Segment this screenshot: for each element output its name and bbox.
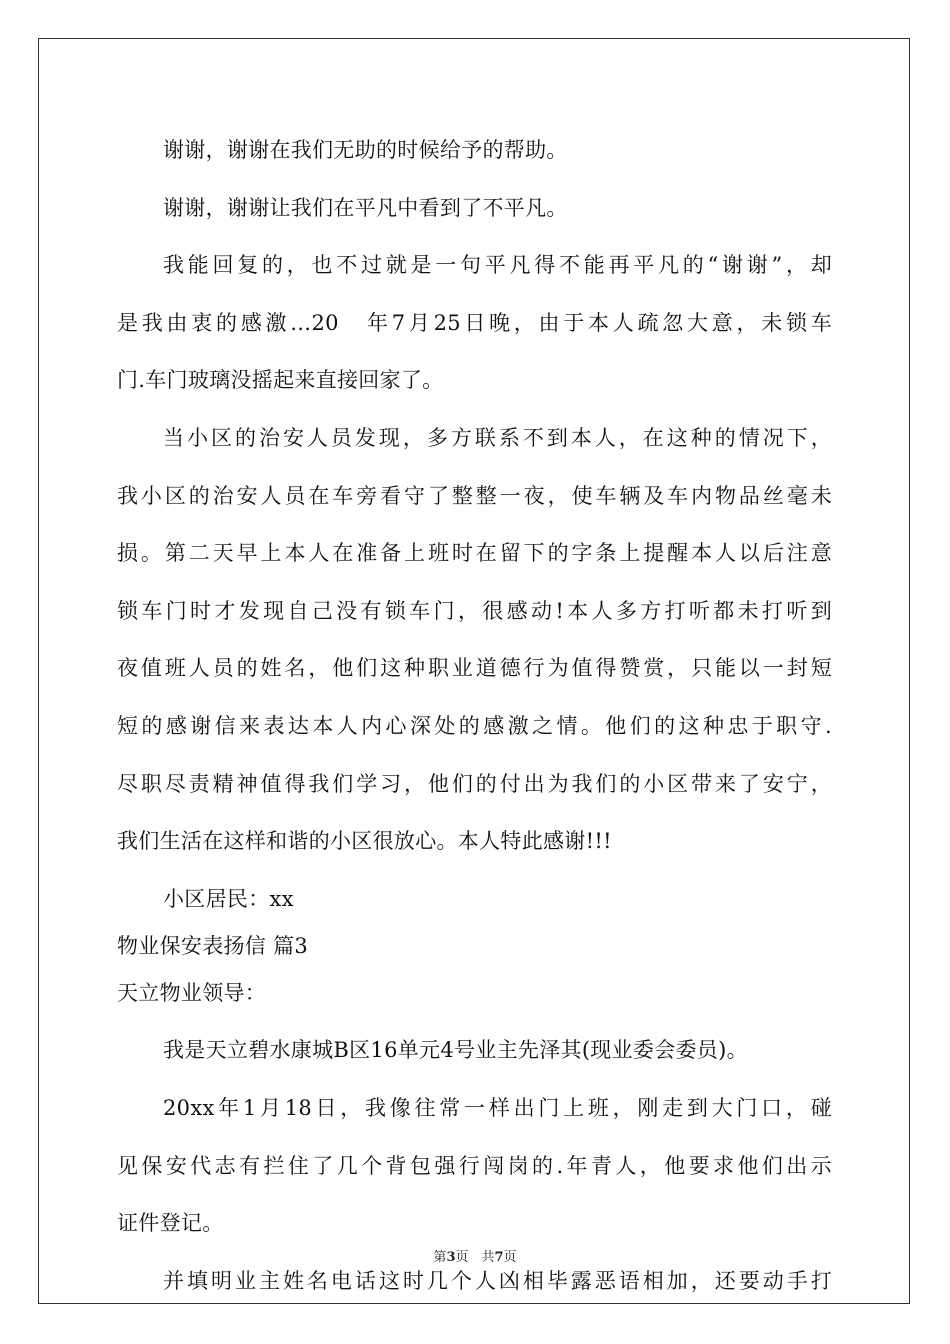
paragraph-line: 20xx年1月18日，我像往常一样出门上班，刚走到大门口，碰 xyxy=(163,1095,832,1120)
document-body xyxy=(117,131,832,1319)
paragraph-line: 我小区的治安人员在车旁看守了整整一夜，使车辆及车内物品丝毫未 xyxy=(117,483,832,508)
paragraph-line: 夜值班人员的姓名，他们这种职业道德行为值得赞赏，只能以一封短 xyxy=(117,656,832,681)
page-current: 3 xyxy=(446,1250,456,1265)
paragraph-line: 我们生活在这样和谐的小区很放心。本人特此感谢!!! xyxy=(117,829,612,854)
paragraph-line: 锁车门时才发现自己没有锁车门，很感动!本人多方打听都未打听到 xyxy=(117,598,832,623)
paragraph-line: 尽职尽责精神值得我们学习，他们的付出为我们的小区带来了安宁， xyxy=(117,771,832,796)
paragraph-line: 我能回复的，也不过就是一句平凡得不能再平凡的“谢谢”，却 xyxy=(163,253,832,278)
paragraph-line: 短的感谢信来表达本人内心深处的感激之情。他们的这种忠于职守. xyxy=(117,713,832,738)
paragraph-line: 见保安代志有拦住了几个背包强行闯岗的.年青人，他要求他们出示 xyxy=(117,1153,832,1178)
page-total: 7 xyxy=(494,1250,504,1265)
section-heading: 物业保安表扬信 篇3 xyxy=(117,933,309,958)
page-label-prefix: 第 xyxy=(433,1250,447,1265)
paragraph-line: 门.车门玻璃没摇起来直接回家了。 xyxy=(117,368,444,393)
paragraph-line: 谢谢，谢谢让我们在平凡中看到了不平凡。 xyxy=(163,195,568,220)
paragraph-line: 证件登记。 xyxy=(117,1211,224,1236)
page-footer xyxy=(0,1246,950,1265)
paragraph-line: 谢谢，谢谢在我们无助的时候给予的帮助。 xyxy=(163,138,568,162)
signature-line: 小区居民：xx xyxy=(163,886,294,911)
paragraph-line: 损。第二天早上本人在准备上班时在留下的字条上提醒本人以后注意 xyxy=(117,541,832,566)
paragraph-line: 是我由衷的感激…20 年7月25日晚，由于本人疏忽大意，未锁车 xyxy=(117,310,832,335)
salutation-line: 天立物业领导： xyxy=(117,980,267,1005)
paragraph-line: 当小区的治安人员发现，多方联系不到本人，在这种的情况下， xyxy=(163,425,832,450)
paragraph-line: 我是天立碧水康城B区16单元4号业主先泽其(现业委会委员)。 xyxy=(163,1038,748,1063)
page-label-suffix: 页 xyxy=(503,1250,517,1265)
page-label-mid: 页 共 xyxy=(455,1250,495,1265)
paragraph-line: 并填明业主姓名电话这时几个人凶相毕露恶语相加，还要动手打 xyxy=(163,1268,832,1293)
